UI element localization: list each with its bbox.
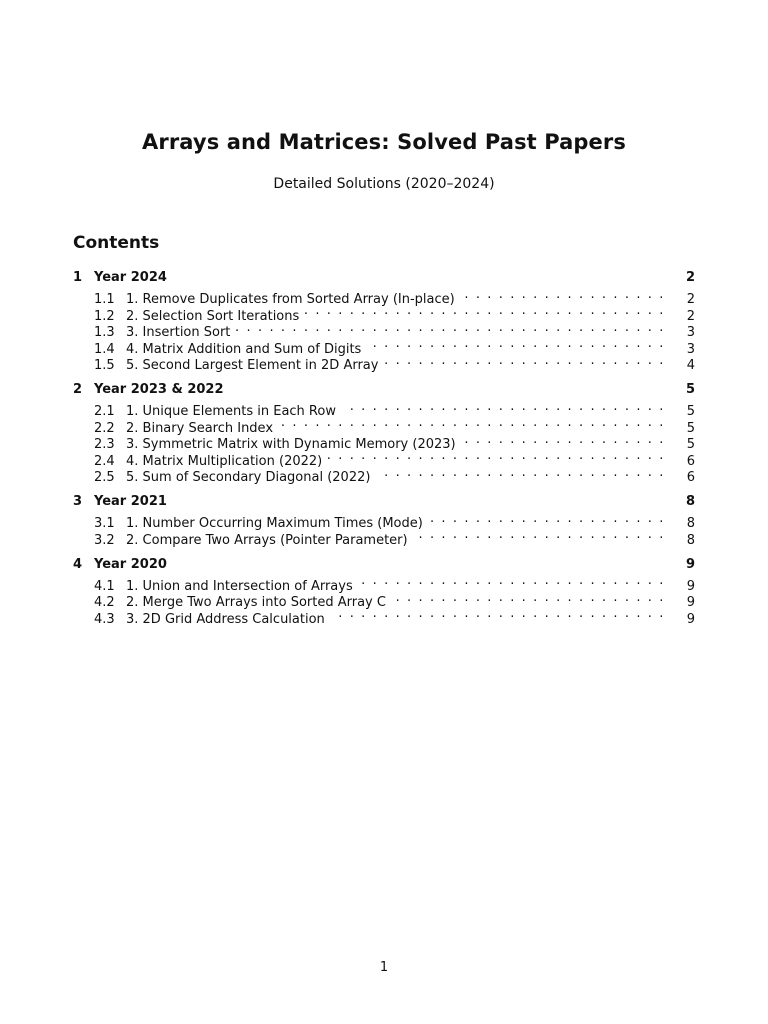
toc-subsection-entry[interactable]	[73, 573, 695, 594]
toc-subsection-title: 4. Matrix Addition and Sum of Digits	[126, 341, 362, 357]
toc-subsection-number: 2.2	[94, 420, 115, 436]
toc-subsection-page: 4	[686, 358, 695, 373]
toc-section-page: 9	[685, 556, 695, 572]
toc-subsection-title: 5. Second Largest Element in 2D Array	[126, 358, 379, 373]
toc-subsection-number: 1.5	[94, 358, 115, 373]
toc-subsection-title: 1. Remove Duplicates from Sorted Array (In-place)	[126, 292, 455, 307]
toc-subsection-title: 1. Unique Elements in Each Row	[126, 404, 336, 419]
toc-subsection-entry[interactable]	[73, 399, 695, 419]
toc-section-page: 2	[685, 270, 695, 285]
contents-heading: Contents	[73, 233, 160, 253]
toc-subsection-title: 3. 2D Grid Address Calculation	[126, 611, 325, 627]
toc-subsection-page: 9	[686, 611, 695, 627]
toc-section-page: 8	[685, 494, 695, 509]
toc-dot-leader	[367, 336, 665, 353]
toc-section-page: 5	[685, 382, 695, 397]
toc-dot-leader	[461, 287, 665, 304]
table-of-contents	[73, 270, 695, 636]
toc-section	[73, 556, 695, 627]
toc-subsection-page: 5	[686, 420, 695, 436]
toc-subsection-page: 3	[686, 325, 695, 340]
toc-section-title: Year 2020	[94, 556, 167, 572]
toc-subsection-title: 2. Compare Two Arrays (Pointer Parameter)	[126, 532, 408, 548]
toc-dot-leader	[462, 432, 665, 449]
toc-subsection-title: 3. Symmetric Matrix with Dynamic Memory (2023)	[126, 437, 456, 452]
toc-subsection-title: 2. Selection Sort Iterations	[126, 308, 300, 324]
toc-section	[73, 494, 695, 548]
toc-subsection-page: 8	[686, 516, 695, 531]
toc-section-title: Year 2023 & 2022	[94, 382, 224, 397]
toc-section-number: 2	[73, 382, 83, 397]
toc-dot-leader	[328, 448, 665, 465]
toc-subsection-title: 4. Matrix Multiplication (2022)	[126, 453, 323, 469]
toc-subsection-number: 4.1	[94, 578, 115, 594]
toc-subsection-number: 2.1	[94, 404, 115, 419]
toc-dot-leader	[279, 415, 665, 432]
toc-section	[73, 270, 695, 373]
toc-section-title: Year 2024	[94, 270, 167, 285]
toc-subsection-title: 1. Union and Intersection of Arrays	[126, 578, 353, 594]
toc-subsection-entry[interactable]	[73, 511, 695, 531]
toc-subsection-page: 6	[686, 453, 695, 469]
toc-subsection-title: 1. Number Occurring Maximum Times (Mode)	[126, 516, 423, 531]
toc-subsection-number: 3.1	[94, 516, 115, 531]
document-subtitle: Detailed Solutions (2020–2024)	[273, 176, 495, 192]
toc-subsection-title: 5. Sum of Secondary Diagonal (2022)	[126, 470, 371, 485]
toc-subsection-number: 2.3	[94, 437, 115, 452]
toc-section	[73, 382, 695, 485]
toc-dot-leader	[305, 303, 665, 320]
toc-subsection-page: 2	[686, 308, 695, 324]
toc-section-number: 1	[73, 270, 83, 285]
toc-section-entry[interactable]	[73, 382, 695, 399]
toc-subsection-title: 3. Insertion Sort	[126, 325, 231, 340]
toc-dot-leader	[359, 573, 665, 590]
toc-subsection-page: 6	[686, 470, 695, 485]
toc-dot-leader	[331, 606, 665, 623]
toc-subsection-title: 2. Merge Two Arrays into Sorted Array C	[126, 595, 386, 610]
toc-subsection-page: 2	[686, 292, 695, 307]
toc-subsection-number: 1.4	[94, 341, 115, 357]
toc-subsection-number: 3.2	[94, 532, 115, 548]
toc-subsection-number: 2.4	[94, 453, 115, 469]
page-number: 1	[379, 960, 389, 975]
toc-subsection-page: 9	[686, 595, 695, 610]
toc-dot-leader	[236, 320, 665, 337]
toc-dot-leader	[376, 465, 665, 482]
toc-dot-leader	[414, 527, 665, 544]
toc-section-entry[interactable]	[73, 557, 695, 574]
toc-section-entry[interactable]	[73, 270, 695, 287]
toc-dot-leader	[384, 353, 665, 370]
toc-subsection-number: 4.2	[94, 595, 115, 610]
toc-section-number: 3	[73, 494, 83, 509]
toc-subsection-entry[interactable]	[73, 287, 695, 307]
toc-subsection-number: 1.1	[94, 292, 115, 307]
toc-subsection-number: 1.2	[94, 308, 115, 324]
toc-dot-leader	[429, 511, 665, 528]
toc-subsection-page: 3	[686, 341, 695, 357]
document-title: Arrays and Matrices: Solved Past Papers	[142, 130, 626, 154]
toc-section-title: Year 2021	[94, 494, 167, 509]
toc-subsection-page: 5	[686, 404, 695, 419]
toc-subsection-title: 2. Binary Search Index	[126, 420, 274, 436]
toc-subsection-number: 4.3	[94, 611, 115, 627]
toc-subsection-number: 1.3	[94, 325, 115, 340]
toc-section-number: 4	[73, 556, 83, 572]
toc-subsection-page: 8	[686, 532, 695, 548]
toc-dot-leader	[342, 399, 665, 416]
toc-dot-leader	[392, 590, 665, 607]
toc-subsection-number: 2.5	[94, 470, 115, 485]
toc-subsection-page: 5	[686, 437, 695, 452]
toc-subsection-page: 9	[686, 578, 695, 594]
toc-section-entry[interactable]	[73, 494, 695, 511]
